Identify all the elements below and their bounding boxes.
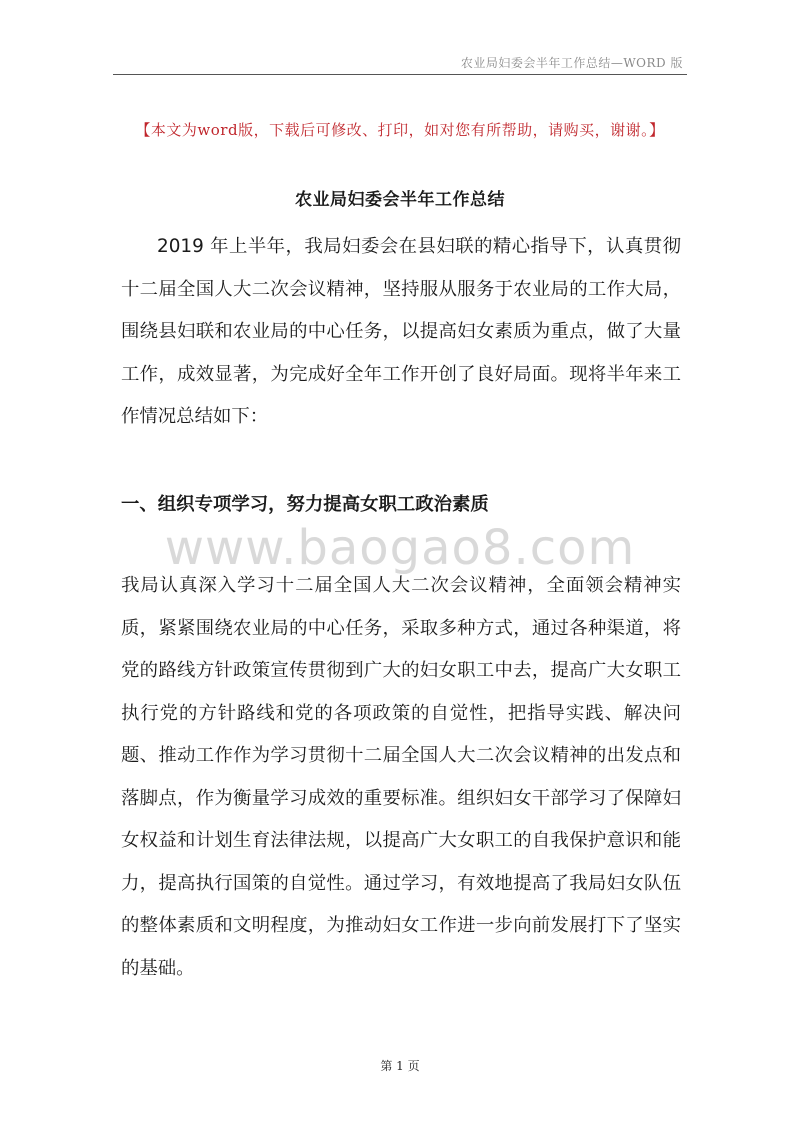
page-header-title: 农业局妇委会半年工作总结—WORD 版 [460, 56, 683, 70]
watermark-text: www.baogao8.com [164, 520, 636, 576]
section-1-body: 我局认真深入学习十二届全国人大二次会议精神，全面领会精神实质，紧紧围绕农业局的中心任务，采取多种方式，通过各种渠道，将党的路线方针政策宣传贯彻到广大的妇女职工中去，提高广大女职工执行党的方针路线和党的各项政策的自觉性，把指导实践、解决问题、推动工作作为学习贯彻十二届全国人大二次会议精神的出发点和落脚点，作为衡量学习成效的重要标准。组织妇女干部学习了保障妇女权益和计划生育法律法规，以提高广大女职工的自我保护意识和能力，提高执行国策的自觉性。通过学习，有效地提高了我局妇女队伍的整体素质和文明程度，为推动妇女工作进一步向前发展打下了坚实的基础。 [121, 575, 681, 979]
page-number: 第 1 页 [380, 1059, 420, 1073]
purchase-notice: 【本文为word版，下载后可修改、打印，如对您有所帮助，请购买，谢谢。】 [135, 121, 665, 139]
section-1-heading: 一、组织专项学习，努力提高女职工政治素质 [121, 494, 489, 515]
header-divider [113, 74, 687, 75]
intro-paragraph: 2019 年上半年，我局妇委会在县妇联的精心指导下，认真贯彻十二届全国人大二次会议精神，坚持服从服务于农业局的工作大局，围绕县妇联和农业局的中心任务，以提高妇女素质为重点，做了大量工作，成效显著，为完成好全年工作开创了良好局面。现将半年来工作情况总结如下： [121, 236, 681, 427]
document-title: 农业局妇委会半年工作总结 [295, 190, 505, 211]
